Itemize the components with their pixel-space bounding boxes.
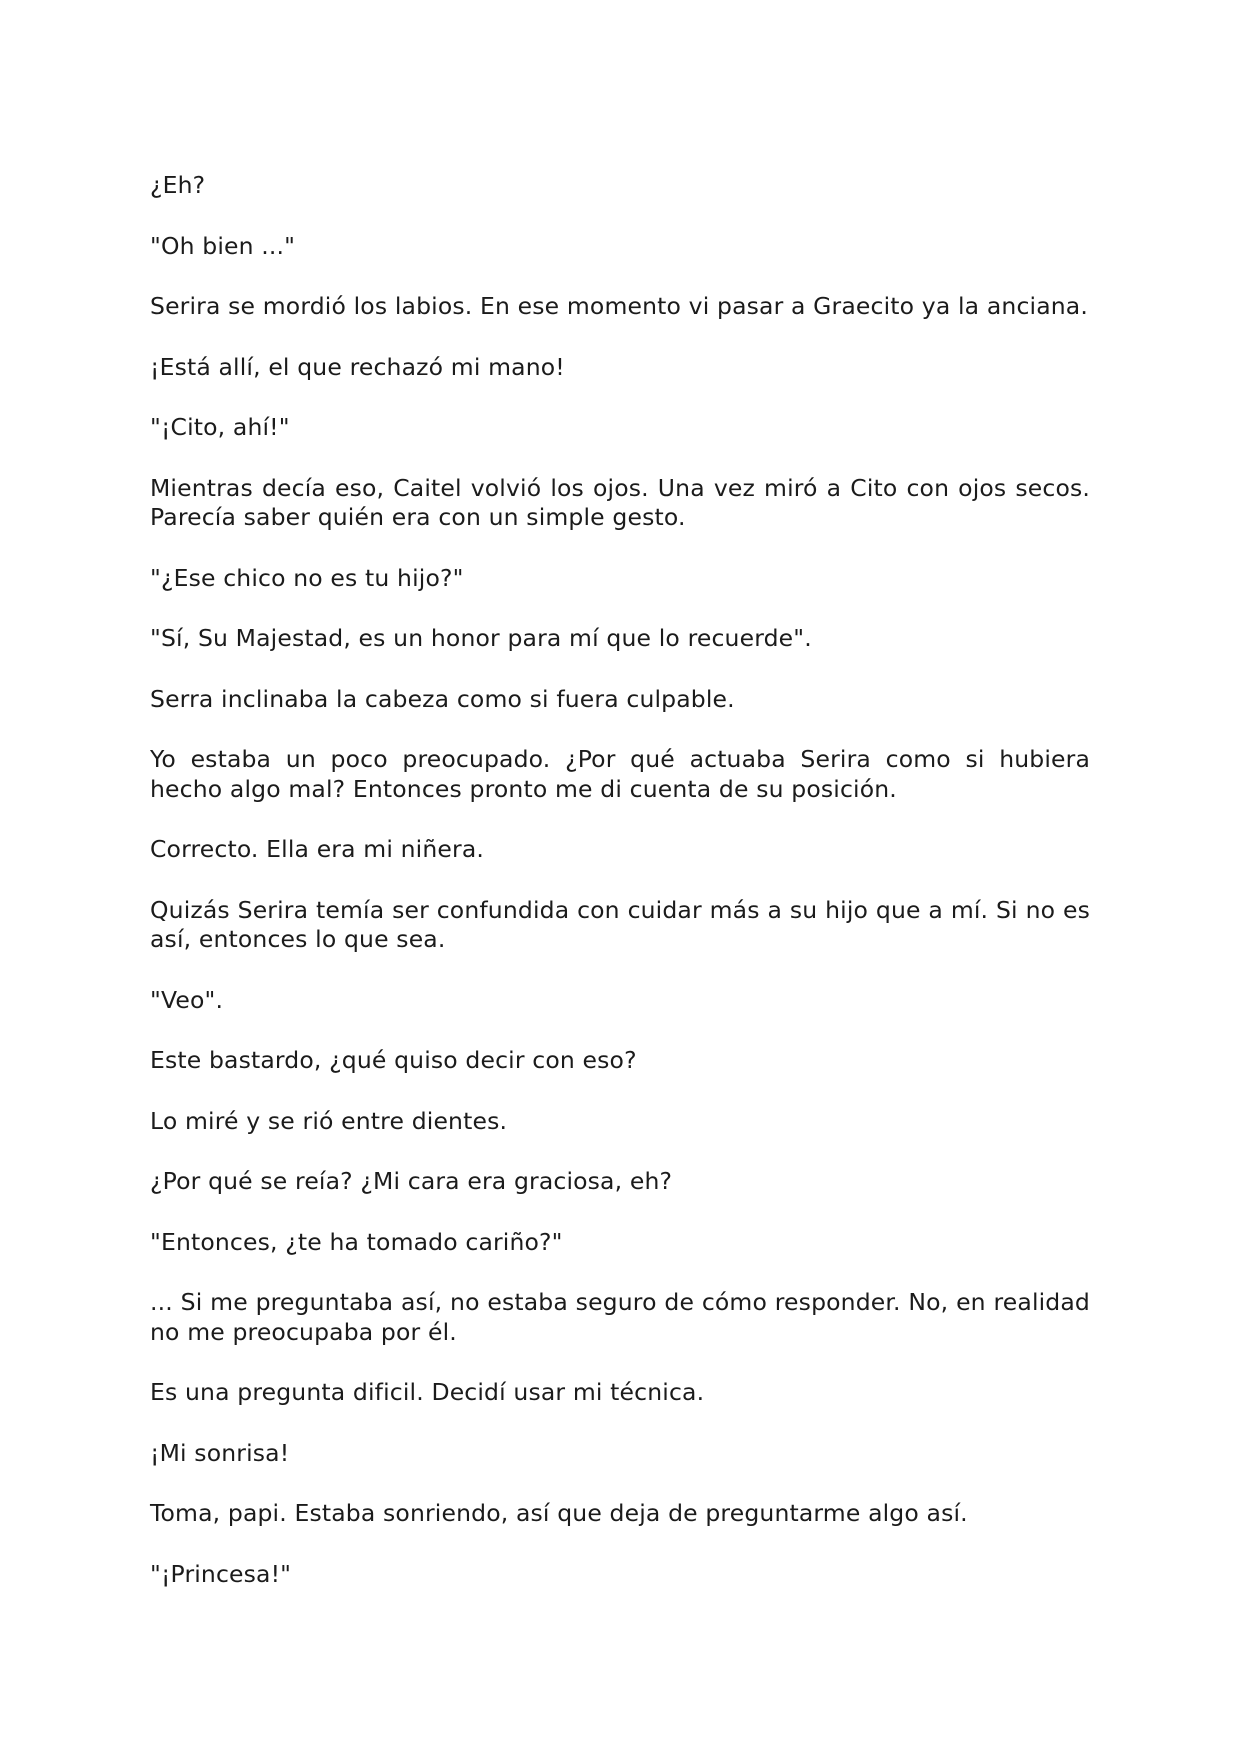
paragraph: "¡Cito, ahí!" [150,413,290,441]
paragraph: Lo miré y se rió entre dientes. [150,1106,508,1135]
paragraph: "¡Princesa!" [150,1559,292,1588]
paragraph: Este bastardo, ¿qué quiso decir con eso? [150,1046,637,1074]
paragraph: "Entonces, ¿te ha tomado cariño?" [150,1227,563,1256]
paragraph: ¿Eh? [150,171,206,199]
paragraph: Serra inclinaba la cabeza como si fuera culpable. [150,684,735,713]
paragraph: Toma, papi. Estaba sonriendo, así que deja de preguntarme algo así. [150,1499,968,1527]
paragraph: Correcto. Ella era mi niñera. [150,835,484,863]
paragraph: Yo estaba un poco preocupado. ¿Por qué actuaba Serira como si hubiera hecho algo mal? Entonces pronto me di cuenta de su posición. [150,745,1090,803]
paragraph: ¡Mi sonrisa! [150,1438,290,1467]
paragraph: "Oh bien ..." [150,231,296,260]
paragraph: ... Si me preguntaba así, no estaba seguro de cómo responder. No, en realidad no me preocupaba por él. [150,1288,1090,1346]
paragraph: Serira se mordió los labios. En ese momento vi pasar a Graecito ya la anciana. [150,292,1088,320]
paragraph: "Veo". [150,985,224,1014]
paragraph: "Sí, Su Majestad, es un honor para mí que lo recuerde". [150,624,812,652]
paragraph: Es una pregunta dificil. Decidí usar mi técnica. [150,1378,705,1406]
paragraph: ¡Está allí, el que rechazó mi mano! [150,352,565,381]
paragraph: ¿Por qué se reía? ¿Mi cara era graciosa, eh? [150,1167,673,1195]
paragraph: Quizás Serira temía ser confundida con cuidar más a su hijo que a mí. Si no es así, entonces lo que sea. [150,895,1090,953]
paragraph: Mientras decía eso, Caitel volvió los ojos. Una vez miró a Cito con ojos secos. Parecía saber quién era con un simple gesto. [150,473,1090,531]
paragraph: "¿Ese chico no es tu hijo?" [150,563,464,592]
